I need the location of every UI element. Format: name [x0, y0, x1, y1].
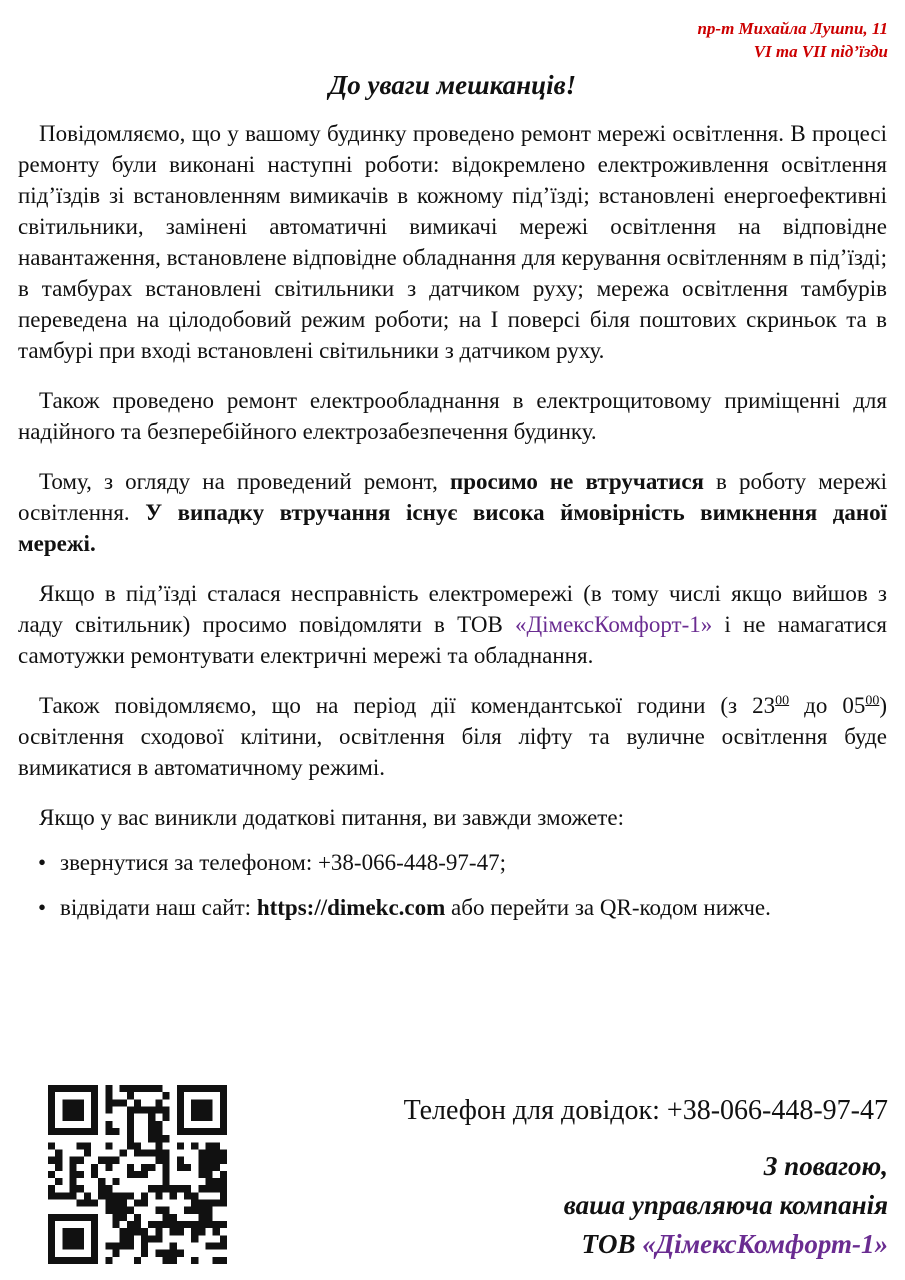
address-street: пр-т Михайла Лушпи, 11	[697, 19, 888, 38]
bullet-icon: •	[38, 895, 47, 920]
signature-prefix: ТОВ	[581, 1229, 643, 1259]
list-item-website	[18, 892, 887, 923]
list-item-phone	[18, 847, 887, 878]
website-link[interactable]: https://dimekc.com	[256, 895, 446, 920]
bullet-website-text-a: відвідати наш сайт:	[60, 895, 257, 920]
paragraph-do-not-interfere	[18, 466, 887, 559]
p4-text-b: і не намагатися самотужки ремонтувати електричні мережі та обладнання.	[18, 612, 887, 668]
signature-block	[564, 1147, 888, 1264]
paragraph-curfew	[18, 690, 887, 783]
bullet-phone-text: звернутися за телефоном: +38-066-448-97-47;	[60, 850, 506, 875]
p5-text-c: ) освітлення сходової клітини, освітлення біля ліфту та вуличне освітлення буде вимикатися в автоматичному режимі.	[18, 693, 887, 780]
bullet-icon: •	[38, 850, 47, 875]
p4-text-a: Якщо в під’їзді сталася несправність електромережі (в тому числі якщо вийшов з ладу світильник) просимо повідомляти в ТОВ	[18, 581, 887, 637]
company-name: «ДімексКомфорт-1»	[514, 612, 713, 637]
bullet-website-text-b: або перейти за QR-кодом нижче.	[445, 895, 771, 920]
signature-regards: З повагою,	[763, 1151, 888, 1181]
paragraph-repair-works: Повідомляємо, що у вашому будинку проведено ремонт мережі освітлення. В процесі ремонту були виконані наступні роботи: відокремлено електроживлення освітлення під’їздів зі встановленням вимикачів в кожному під’їзді; встановлені енергоефективні світильники, замінені автоматичні вимикачі мережі освітлення на відповідне навантаження, встановлене відповідне обладнання для керування освітленням в під’їзді; в тамбурах встановлені світильники з датчиком руху; мережа освітлення тамбурів переведена на цілодобовий режим роботи; на І поверсі біля поштових скриньок та в тамбурі при вході встановлені світильники з датчиком руху.	[18, 121, 888, 363]
curfew-start-minutes: 00	[775, 693, 790, 709]
p3-text-a: Тому, з огляду на проведений ремонт,	[39, 469, 450, 494]
signature-company-name: «ДімексКомфорт-1»	[642, 1229, 888, 1259]
notice-title: До уваги мешканців!	[328, 70, 577, 100]
qr-code-icon[interactable]	[48, 1085, 227, 1264]
notice-body	[18, 118, 887, 937]
p3-text-c: в роботу мережі освітлення.	[18, 469, 887, 525]
signature-company-type: ваша управляюча компанія	[563, 1190, 888, 1220]
paragraph-electrical-room: Також проведено ремонт електрообладнання в електрощитовому приміщенні для надійного та безперебійного електрозабезпечення будинку.	[18, 388, 887, 444]
paragraph-report-faults	[18, 578, 887, 671]
curfew-end-minutes: 00	[865, 693, 880, 709]
p5-text-a: Також повідомляємо, що на період дії комендантської години (з 23	[39, 693, 776, 718]
signature-company	[564, 1225, 888, 1264]
paragraph-questions: Якщо у вас виникли додаткові питання, ви завжди зможете:	[39, 805, 624, 830]
p5-text-b: до 05	[789, 693, 866, 718]
address-block	[697, 17, 888, 63]
address-entrances: VI та VII під’їзди	[753, 42, 888, 61]
help-phone: Телефон для довідок: +38-066-448-97-47	[403, 1095, 888, 1126]
p3-bold-request: просимо не втручатися	[449, 469, 704, 494]
p3-bold-warning: У випадку втручання існує висока ймовірність вимкнення даної мережі.	[18, 500, 887, 556]
